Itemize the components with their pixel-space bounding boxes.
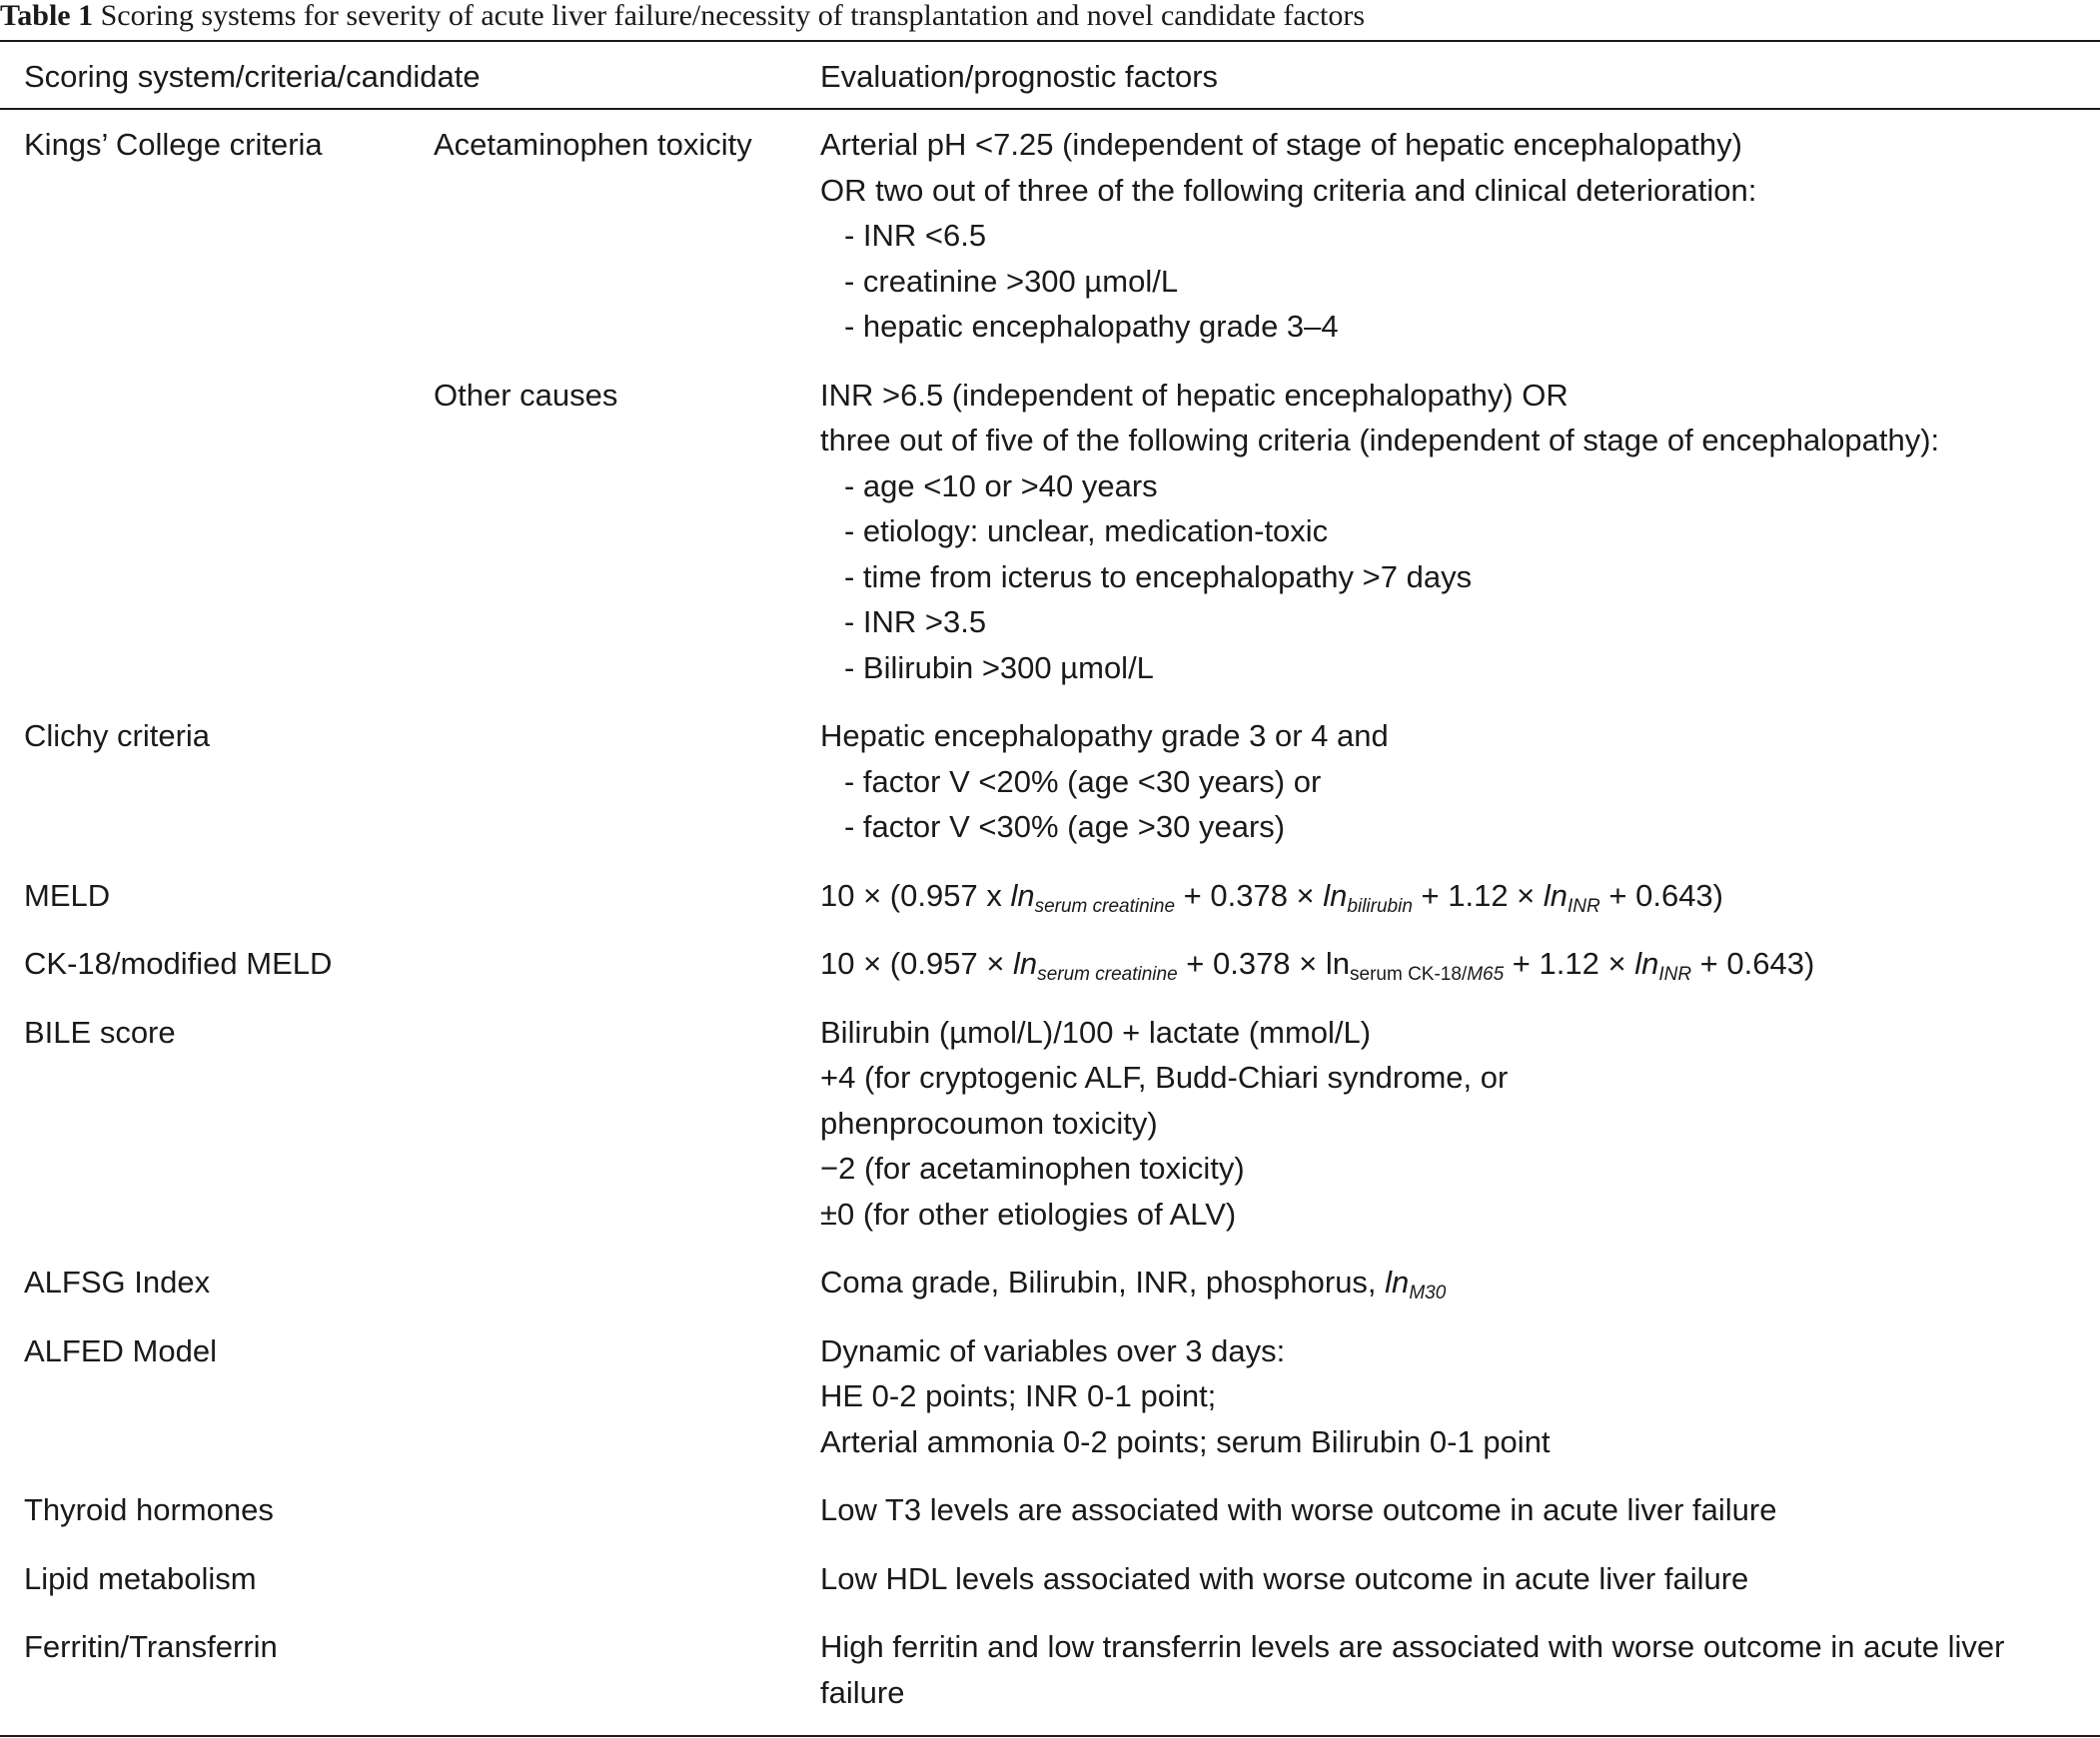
row-subcategory-empty [410, 1624, 796, 1715]
row-subcategory: Other causes [434, 377, 618, 413]
criteria-line: - time from icterus to encephalopathy >7 days [844, 558, 1473, 594]
row-criteria [796, 373, 2065, 691]
table-row-alfsg [0, 1260, 2100, 1305]
formula-part: 10 × (0.957 x [820, 877, 1011, 913]
formula-subscript [1350, 964, 1504, 985]
criteria-line: - factor V <20% (age <30 years) or [844, 763, 1322, 799]
row-name: BILE score [24, 1014, 176, 1050]
row-criteria [796, 1624, 2065, 1715]
formula-part: + 0.643) [1599, 877, 1723, 913]
row-criteria [796, 1010, 2065, 1238]
criteria-line: Arterial ammonia 0-2 points; serum Bilirubin 0-1 point [820, 1423, 1551, 1459]
row-subcategory-empty [410, 941, 796, 987]
criteria-line: Low HDL levels associated with worse outcome in acute liver failure [820, 1560, 1749, 1596]
row-subcategory-empty [410, 873, 796, 919]
row-criteria [796, 1556, 2065, 1602]
row-criteria [796, 122, 2065, 350]
table-caption [0, 0, 2100, 38]
row-formula [796, 941, 2065, 987]
row-criteria [796, 1260, 2065, 1305]
row-subcategory-empty [410, 1010, 796, 1238]
row-name: ALFED Model [24, 1332, 217, 1368]
row-name: Ferritin/Transferrin [24, 1629, 278, 1664]
formula-part: + 1.12 × [1412, 877, 1544, 913]
criteria-line: phenprocoumon toxicity) [820, 1105, 1158, 1141]
table-row-kings-acetaminophen [0, 122, 2100, 350]
table-row-alfed [0, 1328, 2100, 1465]
criteria-line: High ferritin and low transferrin levels are associated with worse outcome in acute liver failure [820, 1629, 2005, 1710]
row-formula [796, 873, 2065, 919]
row-subcategory-empty [410, 1487, 796, 1533]
criteria-line: - hepatic encephalopathy grade 3–4 [844, 309, 1339, 344]
table-row-kings-other [0, 373, 2100, 691]
criteria-line: Bilirubin (µmol/L)/100 + lactate (mmol/L) [820, 1014, 1372, 1050]
table-title: Scoring systems for severity of acute liver failure/necessity of transplantation and novel candidate factors [100, 0, 1365, 32]
formula-part: + 0.643) [1691, 946, 1815, 981]
table-row-bile [0, 1010, 2100, 1238]
criteria-line: - INR <6.5 [844, 218, 987, 253]
row-subcategory-empty [410, 1260, 796, 1305]
table-row-meld [0, 873, 2100, 919]
formula-subscript-part: M65 [1467, 964, 1505, 985]
header-col-evaluation: Evaluation/prognostic factors [820, 59, 1219, 94]
row-name-empty [0, 373, 410, 691]
criteria-line: - INR >3.5 [844, 604, 987, 639]
criteria-line: three out of five of the following criteria (independent of stage of encephalopathy): [820, 423, 1940, 457]
formula-subscript-part: serum CK-18/ [1350, 964, 1468, 985]
criteria-line: INR >6.5 (independent of hepatic encephalopathy) OR [820, 377, 1569, 413]
row-subcategory-empty [410, 1556, 796, 1602]
formula-ln: ln [1634, 946, 1659, 981]
formula-subscript: INR [1568, 895, 1600, 917]
formula-subscript: M30 [1409, 1283, 1447, 1304]
criteria-line [820, 1260, 2065, 1305]
row-subcategory-empty [410, 713, 796, 850]
row-name: MELD [24, 877, 111, 913]
criteria-line: Hepatic encephalopathy grade 3 or 4 and [820, 718, 1389, 753]
criteria-line: Low T3 levels are associated with worse outcome in acute liver failure [820, 1492, 1777, 1527]
criteria-line: - age <10 or >40 years [844, 467, 1158, 503]
formula-ln: ln [1010, 877, 1035, 913]
alfsg-text: Coma grade, Bilirubin, INR, phosphorus, [820, 1265, 1386, 1300]
row-criteria [796, 1487, 2065, 1533]
row-name: Lipid metabolism [24, 1560, 257, 1596]
formula-part: + 0.378 × ln [1177, 946, 1351, 981]
criteria-line: +4 (for cryptogenic ALF, Budd-Chiari syndrome, or [820, 1060, 1509, 1095]
criteria-line: HE 0-2 points; INR 0-1 point; [820, 1378, 1217, 1413]
meld-formula [820, 873, 2065, 919]
row-subcategory-empty [410, 1328, 796, 1465]
table-row-thyroid [0, 1487, 2100, 1533]
row-name: Clichy criteria [24, 718, 211, 753]
row-subcategory: Acetaminophen toxicity [434, 127, 752, 162]
table-row-clichy [0, 713, 2100, 850]
formula-part: + 0.378 × [1175, 877, 1324, 913]
formula-subscript: serum creatinine [1037, 964, 1178, 985]
criteria-line: Dynamic of variables over 3 days: [820, 1332, 1286, 1368]
table-row-ck18 [0, 941, 2100, 987]
row-criteria [796, 1328, 2065, 1465]
criteria-line: - Bilirubin >300 µmol/L [844, 649, 1154, 685]
formula-ln: ln [1323, 877, 1348, 913]
formula-ln: ln [1013, 946, 1038, 981]
table-number: Table 1 [0, 0, 94, 32]
row-name: Thyroid hormones [24, 1492, 274, 1527]
table-row-lipid [0, 1556, 2100, 1602]
criteria-line: ±0 (for other etiologies of ALV) [820, 1196, 1237, 1232]
formula-part: + 1.12 × [1504, 946, 1635, 981]
row-name: CK-18/modified MELD [24, 946, 333, 981]
table-row-ferritin [0, 1624, 2100, 1715]
header-col-scoring: Scoring system/criteria/candidate [24, 59, 481, 94]
criteria-line: - etiology: unclear, medication-toxic [844, 513, 1329, 548]
ck18-formula [820, 941, 2065, 987]
formula-subscript: serum creatinine [1034, 895, 1176, 917]
top-rule [0, 40, 2100, 42]
criteria-line: - creatinine >300 µmol/L [844, 263, 1179, 299]
formula-ln: ln [1543, 877, 1569, 913]
criteria-line: OR two out of three of the following criteria and clinical deterioration: [820, 172, 1757, 208]
header-rule [0, 108, 2100, 110]
row-name: Kings’ College criteria [24, 127, 323, 162]
formula-part: 10 × (0.957 × [820, 946, 1014, 981]
formula-subscript: bilirubin [1347, 895, 1413, 917]
row-criteria [796, 713, 2065, 850]
formula-subscript: INR [1658, 964, 1692, 985]
criteria-line: Arterial pH <7.25 (independent of stage of hepatic encephalopathy) [820, 127, 1742, 162]
table-body [0, 122, 2100, 1738]
criteria-line: - factor V <30% (age >30 years) [844, 809, 1286, 844]
bottom-rule [0, 1735, 2100, 1737]
row-name: ALFSG Index [24, 1265, 211, 1300]
criteria-line: −2 (for acetaminophen toxicity) [820, 1151, 1245, 1186]
formula-ln: ln [1385, 1265, 1410, 1300]
